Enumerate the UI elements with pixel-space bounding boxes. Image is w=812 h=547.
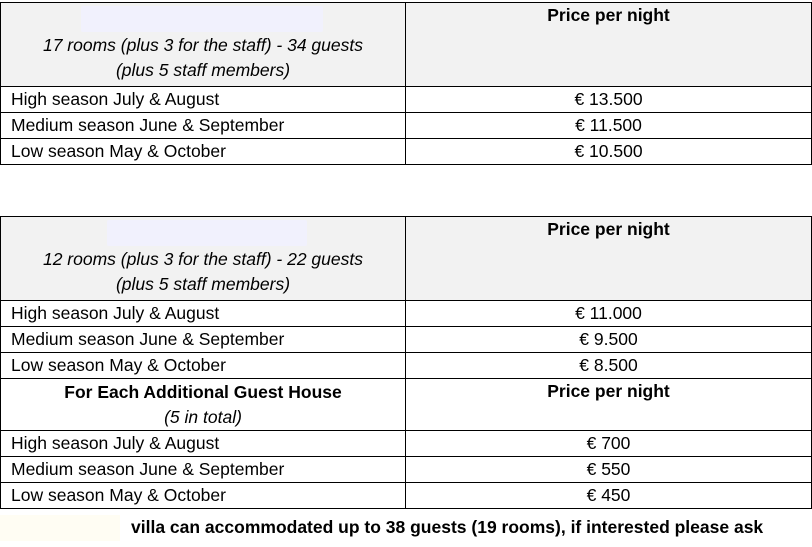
table-row bbox=[1, 113, 812, 139]
table-row bbox=[1, 431, 812, 457]
price-per-night-header: Price per night bbox=[406, 3, 812, 87]
season-cell: High season July & August bbox=[1, 301, 406, 327]
price-cell: € 700 bbox=[406, 431, 812, 457]
price-cell: € 11.500 bbox=[406, 113, 812, 139]
table-row bbox=[1, 139, 812, 165]
price-per-night-header: Price per night bbox=[406, 217, 812, 301]
table-row bbox=[1, 457, 812, 483]
season-cell: High season July & August bbox=[1, 431, 406, 457]
price-cell: € 10.500 bbox=[406, 139, 812, 165]
room-config-line1: 12 rooms (plus 3 for the staff) - 22 guests bbox=[42, 249, 363, 269]
price-cell: € 8.500 bbox=[406, 353, 812, 379]
season-cell: Low season May & October bbox=[1, 353, 406, 379]
season-cell: Low season May & October bbox=[1, 483, 406, 509]
table-row bbox=[1, 483, 812, 509]
season-cell: Low season May & October bbox=[1, 139, 406, 165]
price-table-17-rooms bbox=[0, 2, 812, 165]
guest-house-subtitle: (5 in total) bbox=[164, 406, 242, 427]
room-config-line2: (plus 5 staff members) bbox=[115, 274, 291, 294]
guest-house-header bbox=[1, 379, 406, 431]
blurred-title-area bbox=[1, 217, 405, 247]
blurred-note-prefix bbox=[0, 515, 120, 541]
room-config-header bbox=[1, 217, 406, 301]
table-header-row bbox=[1, 217, 812, 301]
guest-house-title: For Each Additional Guest House bbox=[64, 381, 342, 402]
table-row bbox=[1, 327, 812, 353]
price-cell: € 450 bbox=[406, 483, 812, 509]
price-cell: € 9.500 bbox=[406, 327, 812, 353]
guest-house-header-row bbox=[1, 379, 812, 431]
season-cell: High season July & August bbox=[1, 87, 406, 113]
table-header-row bbox=[1, 3, 812, 87]
price-cell: € 550 bbox=[406, 457, 812, 483]
season-cell: Medium season June & September bbox=[1, 457, 406, 483]
season-cell: Medium season June & September bbox=[1, 327, 406, 353]
guest-house-price-header: Price per night bbox=[406, 379, 812, 431]
room-config-line2: (plus 5 staff members) bbox=[115, 60, 291, 80]
footer-note-text: villa can accommodated up to 38 guests (19 rooms), if interested please ask bbox=[131, 517, 764, 537]
price-table-12-rooms bbox=[0, 216, 812, 509]
footer-note bbox=[0, 513, 812, 543]
table-row bbox=[1, 301, 812, 327]
price-cell: € 11.000 bbox=[406, 301, 812, 327]
blurred-title-area bbox=[1, 3, 405, 33]
room-config-header bbox=[1, 3, 406, 87]
table-row bbox=[1, 87, 812, 113]
season-cell: Medium season June & September bbox=[1, 113, 406, 139]
room-config-line1: 17 rooms (plus 3 for the staff) - 34 guests bbox=[42, 35, 363, 55]
price-cell: € 13.500 bbox=[406, 87, 812, 113]
table-row bbox=[1, 353, 812, 379]
